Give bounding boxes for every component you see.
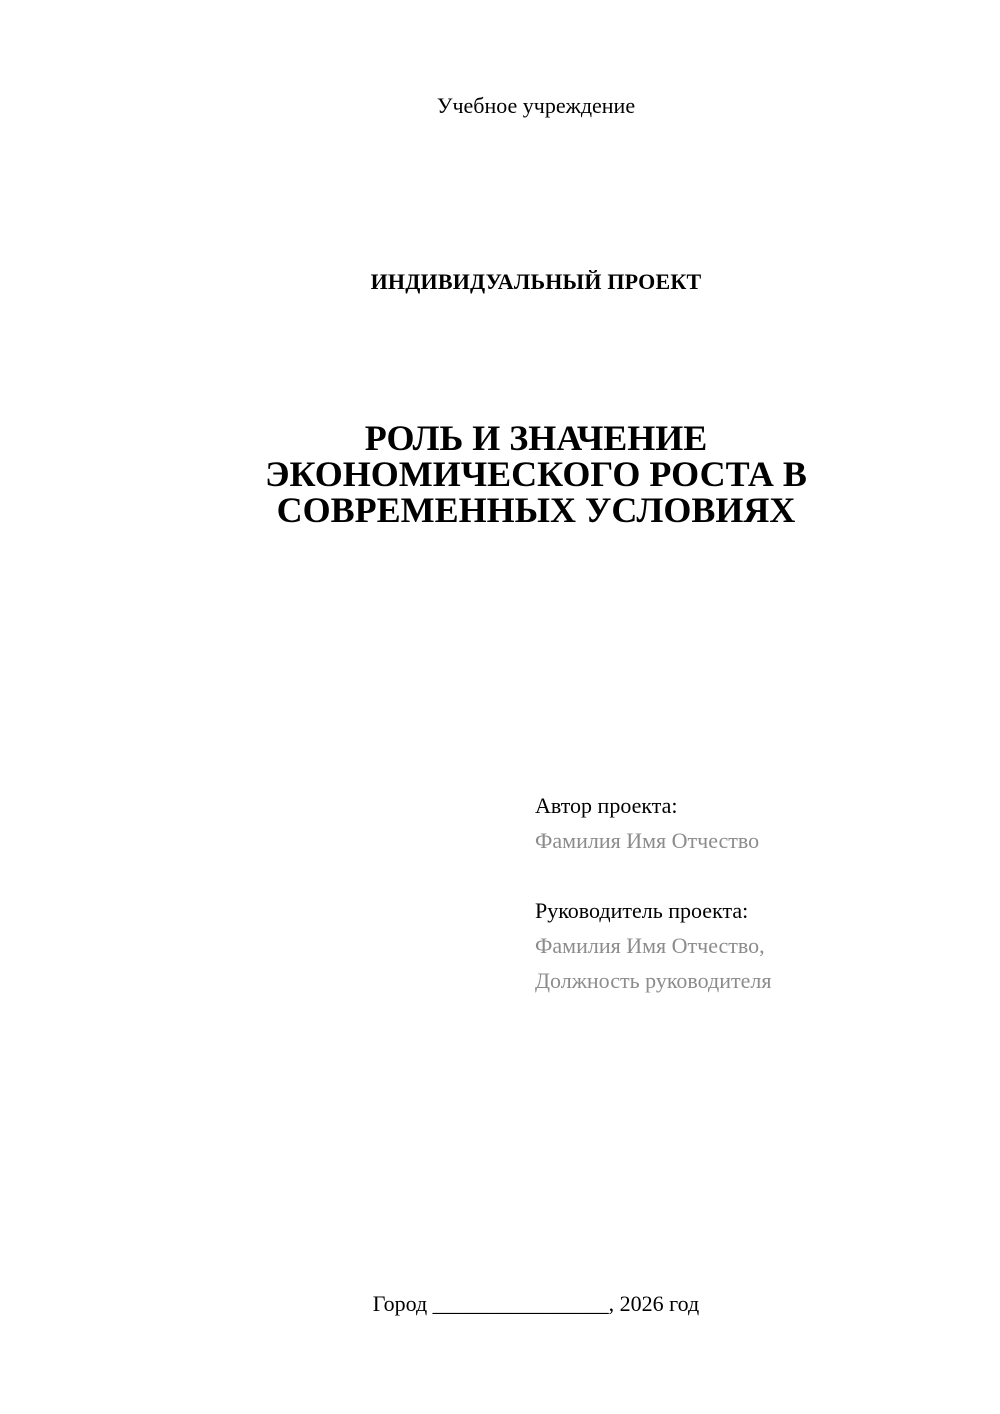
project-title-line: СОВРЕМЕННЫХ УСЛОВИЯХ <box>276 490 796 530</box>
city-year-footer: Город ________________, 2026 год <box>372 1291 700 1316</box>
supervisor-position: Должность руководителя <box>535 968 772 993</box>
supervisor-label: Руководитель проекта: <box>535 898 749 923</box>
project-title <box>0 420 1000 528</box>
project-title-line: РОЛЬ И ЗНАЧЕНИЕ <box>364 418 708 458</box>
project-title-line: ЭКОНОМИЧЕСКОГО РОСТА В <box>265 454 807 494</box>
supervisor-name: Фамилия Имя Отчество, <box>535 933 765 958</box>
project-type-heading: ИНДИВИДУАЛЬНЫЙ ПРОЕКТ <box>370 269 702 294</box>
meta-spacer <box>535 858 955 893</box>
project-meta <box>535 788 955 998</box>
author-name: Фамилия Имя Отчество <box>535 828 760 853</box>
author-label: Автор проекта: <box>535 793 678 818</box>
institution-name: Учебное учреждение <box>436 93 636 118</box>
